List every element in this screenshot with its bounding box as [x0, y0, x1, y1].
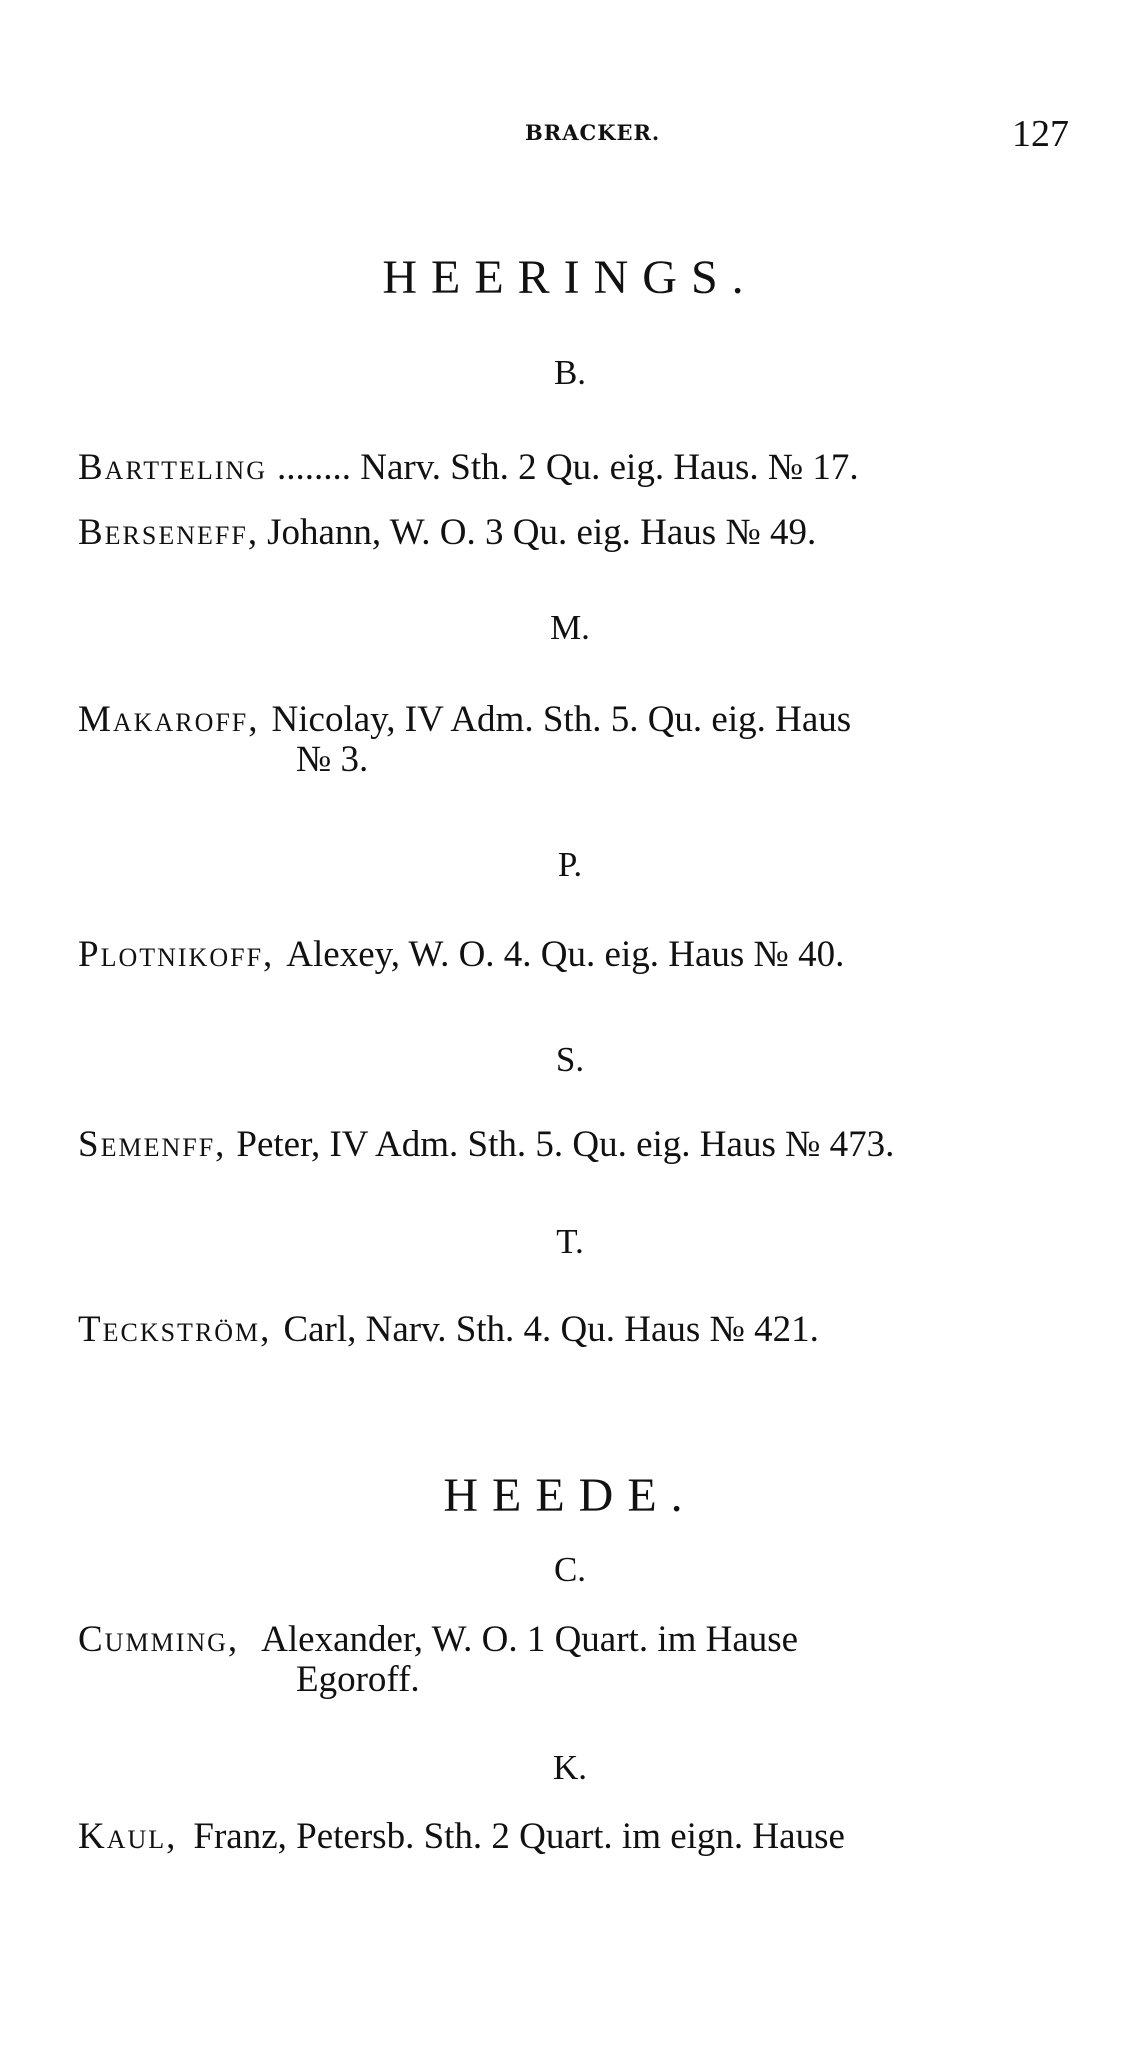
entry-details: Peter, IV Adm. Sth. 5. Qu. eig. Haus № 473. — [236, 1124, 895, 1165]
entry-name: Kaul, — [78, 1816, 178, 1857]
entry-details: ........ Narv. Sth. 2 Qu. eig. Haus. № 17. — [276, 447, 859, 488]
entry-name: Makaroff, — [78, 699, 260, 740]
running-head — [0, 112, 1140, 162]
entry-details: Carl, Narv. Sth. 4. Qu. Haus № 421. — [283, 1309, 819, 1350]
entry-details-continued: № 3. — [296, 739, 369, 780]
letter-heading-p: P. — [557, 845, 583, 884]
directory-entry — [78, 448, 1068, 488]
directory-entry — [78, 1817, 1068, 1857]
entry-name: Berseneff, — [78, 512, 260, 553]
directory-entry — [78, 700, 1068, 780]
entry-details: Johann, W. O. 3 Qu. eig. Haus № 49. — [267, 512, 817, 553]
directory-entry — [78, 1620, 1068, 1700]
letter-heading-t: T. — [556, 1222, 584, 1261]
directory-entry — [78, 935, 1068, 975]
letter-heading-b: B. — [553, 353, 587, 392]
entry-details: Alexander, W. O. 1 Quart. im Hause — [261, 1619, 799, 1660]
entry-details: Nicolay, IV Adm. Sth. 5. Qu. eig. Haus — [271, 699, 852, 740]
entry-name: Plotnikoff, — [78, 934, 275, 975]
page-number: 127 — [1012, 113, 1069, 155]
directory-entry — [78, 1125, 1068, 1165]
entry-name: Bartteling — [78, 447, 267, 488]
directory-entry — [78, 513, 1068, 553]
letter-heading-k: K. — [552, 1748, 588, 1787]
entry-details: Alexey, W. O. 4. Qu. eig. Haus № 40. — [286, 934, 845, 975]
entry-details: Franz, Petersb. Sth. 2 Quart. im eign. Hause — [193, 1816, 845, 1857]
entry-name: Cumming, — [78, 1619, 240, 1660]
directory-entry — [78, 1310, 1068, 1350]
letter-heading-m: M. — [550, 608, 590, 647]
letter-heading-s: S. — [555, 1040, 585, 1079]
section-title-heede: HEEDE. — [443, 1469, 697, 1522]
section-title-heerings: HEERINGS. — [382, 251, 758, 304]
entry-name: Semenff, — [78, 1124, 227, 1165]
entry-details-continued: Egoroff. — [296, 1659, 420, 1700]
letter-heading-c: C. — [553, 1550, 587, 1589]
running-title: BRACKER. — [525, 120, 661, 145]
entry-name: Teckström, — [78, 1309, 272, 1350]
